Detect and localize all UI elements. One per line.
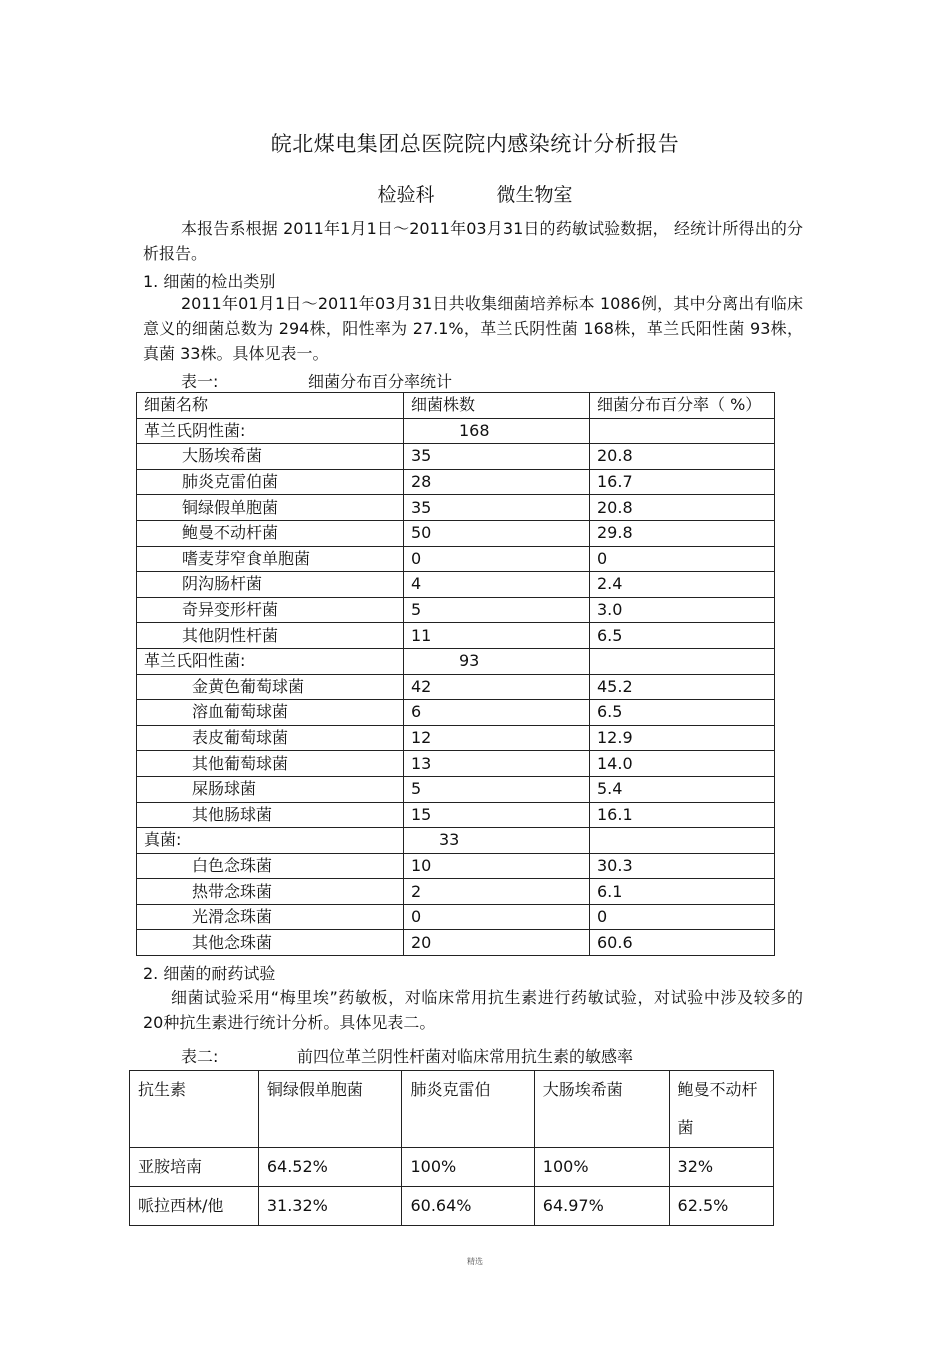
bacteria-name-cell: 热带念珠菌 <box>137 879 404 905</box>
antibiotic-name-cell: 亚胺培南 <box>130 1148 259 1187</box>
table-row <box>137 597 775 623</box>
group-name-cell: 革兰氏阴性菌: <box>137 418 404 444</box>
percentage-cell: 0 <box>590 546 775 572</box>
percentage-cell: 12.9 <box>590 725 775 751</box>
bacteria-name-cell: 铜绿假单胞菌 <box>137 495 404 521</box>
table-row <box>130 1148 774 1187</box>
table2-caption-label: 表二: <box>181 1047 219 1066</box>
table1-caption-label: 表一: <box>181 372 219 391</box>
table-row <box>137 444 775 470</box>
percentage-cell: 5.4 <box>590 776 775 802</box>
percentage-cell: 14.0 <box>590 751 775 777</box>
sensitivity-cell: 60.64% <box>402 1187 534 1226</box>
table-row <box>137 904 775 930</box>
department-line <box>0 180 950 207</box>
bacteria-name-cell: 大肠埃希菌 <box>137 444 404 470</box>
group-count-cell: 168 <box>404 418 590 444</box>
table2-caption-title: 前四位革兰阴性杆菌对临床常用抗生素的敏感率 <box>297 1047 634 1066</box>
percentage-cell: 3.0 <box>590 597 775 623</box>
strain-count-cell: 5 <box>404 597 590 623</box>
table1-caption-title: 细菌分布百分率统计 <box>308 372 453 391</box>
table-row <box>137 546 775 572</box>
table-row <box>137 751 775 777</box>
strain-count-cell: 0 <box>404 546 590 572</box>
table-row <box>137 495 775 521</box>
header-cell: 细菌分布百分率（ %） <box>590 393 775 419</box>
strain-count-cell: 10 <box>404 853 590 879</box>
group-row <box>137 828 775 854</box>
percentage-cell: 2.4 <box>590 572 775 598</box>
bacteria-distribution-table <box>136 392 775 956</box>
table1-body <box>137 393 775 956</box>
table-row <box>137 725 775 751</box>
bacteria-name-cell: 其他念珠菌 <box>137 930 404 956</box>
table-row <box>137 520 775 546</box>
bacteria-name-cell: 嗜麦芽窄食单胞菌 <box>137 546 404 572</box>
strain-count-cell: 6 <box>404 700 590 726</box>
strain-count-cell: 35 <box>404 495 590 521</box>
percentage-cell: 29.8 <box>590 520 775 546</box>
table2-body <box>130 1071 774 1226</box>
antibiotic-name-cell: 哌拉西林/他 <box>130 1187 259 1226</box>
bacteria-name-cell: 白色念珠菌 <box>137 853 404 879</box>
department-name: 检验科 <box>377 184 435 206</box>
strain-count-cell: 35 <box>404 444 590 470</box>
percentage-cell: 45.2 <box>590 674 775 700</box>
bacteria-name-cell: 阴沟肠杆菌 <box>137 572 404 598</box>
table-row <box>137 674 775 700</box>
percentage-cell: 6.5 <box>590 623 775 649</box>
group-count-cell: 33 <box>404 828 590 854</box>
table-row <box>137 776 775 802</box>
table-header-row <box>137 393 775 419</box>
table-row <box>137 572 775 598</box>
group-row <box>137 418 775 444</box>
percentage-cell: 0 <box>590 904 775 930</box>
table-row <box>137 623 775 649</box>
bacteria-name-cell: 肺炎克雷伯菌 <box>137 469 404 495</box>
sensitivity-cell: 31.32% <box>258 1187 402 1226</box>
strain-count-cell: 0 <box>404 904 590 930</box>
sensitivity-cell: 62.5% <box>669 1187 773 1226</box>
header-cell: 细菌株数 <box>404 393 590 419</box>
table-row <box>137 930 775 956</box>
antibiotic-sensitivity-table <box>129 1070 774 1226</box>
percentage-cell: 16.7 <box>590 469 775 495</box>
header-cell: 大肠埃希菌 <box>534 1071 669 1148</box>
lab-name: 微生物室 <box>496 184 573 206</box>
table-row <box>137 879 775 905</box>
strain-count-cell: 28 <box>404 469 590 495</box>
header-cell: 细菌名称 <box>137 393 404 419</box>
table-header-row <box>130 1071 774 1148</box>
strain-count-cell: 13 <box>404 751 590 777</box>
bacteria-name-cell: 奇异变形杆菌 <box>137 597 404 623</box>
sensitivity-cell: 32% <box>669 1148 773 1187</box>
empty-cell <box>590 648 775 674</box>
strain-count-cell: 11 <box>404 623 590 649</box>
table-row <box>137 700 775 726</box>
strain-count-cell: 4 <box>404 572 590 598</box>
bacteria-name-cell: 表皮葡萄球菌 <box>137 725 404 751</box>
percentage-cell: 60.6 <box>590 930 775 956</box>
bacteria-name-cell: 鲍曼不动杆菌 <box>137 520 404 546</box>
section1-heading: 1. 细菌的检出类别 <box>143 272 276 291</box>
sensitivity-cell: 64.52% <box>258 1148 402 1187</box>
strain-count-cell: 2 <box>404 879 590 905</box>
strain-count-cell: 50 <box>404 520 590 546</box>
table-row <box>130 1187 774 1226</box>
section2-heading: 2. 细菌的耐药试验 <box>143 964 276 983</box>
intro-paragraph: 本报告系根据 2011年1月1日～2011年03月31日的药敏试验数据， 经统计所得出的分析报告。 <box>143 219 803 263</box>
strain-count-cell: 20 <box>404 930 590 956</box>
bacteria-name-cell: 其他葡萄球菌 <box>137 751 404 777</box>
footer-mark: 精选 <box>467 1257 483 1266</box>
group-count-cell: 93 <box>404 648 590 674</box>
group-name-cell: 真菌: <box>137 828 404 854</box>
header-cell: 肺炎克雷伯 <box>402 1071 534 1148</box>
sensitivity-cell: 64.97% <box>534 1187 669 1226</box>
sensitivity-cell: 100% <box>534 1148 669 1187</box>
header-cell: 抗生素 <box>130 1071 259 1148</box>
group-name-cell: 革兰氏阳性菌: <box>137 648 404 674</box>
group-row <box>137 648 775 674</box>
table-row <box>137 469 775 495</box>
percentage-cell: 20.8 <box>590 444 775 470</box>
header-cell: 铜绿假单胞菌 <box>258 1071 402 1148</box>
strain-count-cell: 42 <box>404 674 590 700</box>
bacteria-name-cell: 光滑念珠菌 <box>137 904 404 930</box>
table-row <box>137 802 775 828</box>
empty-cell <box>590 418 775 444</box>
percentage-cell: 20.8 <box>590 495 775 521</box>
strain-count-cell: 12 <box>404 725 590 751</box>
percentage-cell: 6.5 <box>590 700 775 726</box>
percentage-cell: 6.1 <box>590 879 775 905</box>
percentage-cell: 30.3 <box>590 853 775 879</box>
percentage-cell: 16.1 <box>590 802 775 828</box>
section1-paragraph: 2011年01月1日～2011年03月31日共收集细菌培养标本 1086例，其中分离出有临床意义的细菌总数为 294株，阳性率为 27.1%，革兰氏阴性菌 168株，革兰氏阳性菌 93株，真菌 33株。具体见表一。 <box>143 294 803 363</box>
bacteria-name-cell: 溶血葡萄球菌 <box>137 700 404 726</box>
page-title: 皖北煤电集团总医院院内感染统计分析报告 <box>270 132 680 156</box>
header-cell: 鲍曼不动杆菌 <box>669 1071 773 1148</box>
strain-count-cell: 15 <box>404 802 590 828</box>
bacteria-name-cell: 金黄色葡萄球菌 <box>137 674 404 700</box>
bacteria-name-cell: 屎肠球菌 <box>137 776 404 802</box>
bacteria-name-cell: 其他肠球菌 <box>137 802 404 828</box>
table-row <box>137 853 775 879</box>
strain-count-cell: 5 <box>404 776 590 802</box>
empty-cell <box>590 828 775 854</box>
bacteria-name-cell: 其他阴性杆菌 <box>137 623 404 649</box>
sensitivity-cell: 100% <box>402 1148 534 1187</box>
section2-paragraph: 细菌试验采用“梅里埃”药敏板，对临床常用抗生素进行药敏试验，对试验中涉及较多的 20种抗生素进行统计分析。具体见表二。 <box>143 988 803 1032</box>
